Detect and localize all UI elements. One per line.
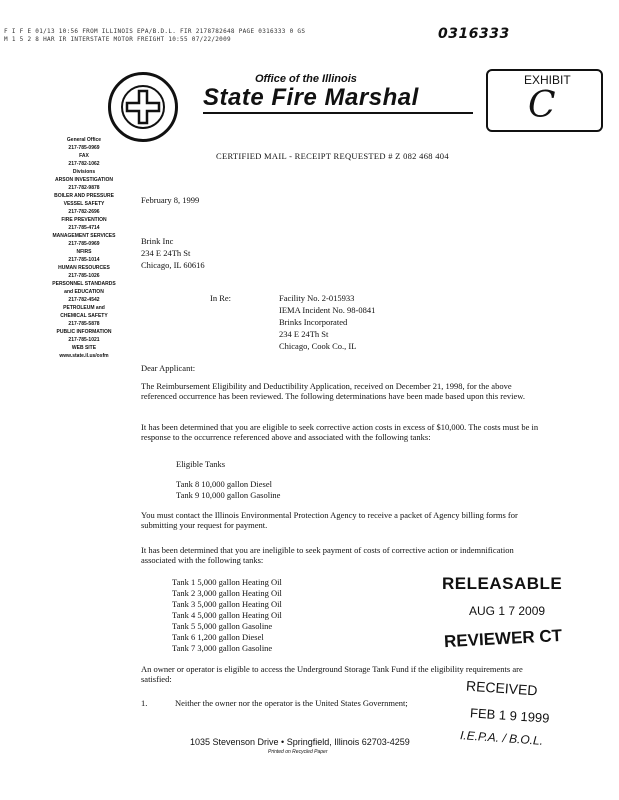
- sidebar-contacts: [48, 136, 120, 360]
- sidebar-contact-line: FAX: [79, 153, 89, 159]
- sidebar-contact-line: FIRE PREVENTION: [61, 217, 107, 223]
- eligible-tank: Tank 8 10,000 gallon Diesel: [176, 479, 272, 489]
- sidebar-contact-line: www.state.il.us/osfm: [59, 353, 109, 359]
- sidebar-contact-line: VESSEL SAFETY: [63, 201, 105, 207]
- eligible-tank: Tank 9 10,000 gallon Gasoline: [176, 490, 281, 500]
- received-date-stamp: FEB 1 9 1999: [469, 705, 550, 726]
- sidebar-contact-line: PERSONNEL STANDARDS: [52, 281, 116, 287]
- sidebar-contact-line: WEB SITE: [71, 345, 97, 351]
- recipient-line: 234 E 24Th St: [141, 248, 191, 258]
- recipient-line: Chicago, IL 60616: [141, 260, 205, 270]
- re-line: 234 E 24Th St: [279, 329, 329, 339]
- footer-recycled-note: Printed on Recycled Paper: [268, 749, 328, 755]
- releasable-stamp: RELEASABLE: [442, 574, 563, 593]
- fax-header-line-2: M 1 5 2 8 HAR IR INTERSTATE MOTOR FREIGHT 10:55 07/22/2009: [4, 36, 231, 43]
- sidebar-contact-line: 217-785-0969: [68, 241, 100, 247]
- ineligible-tank: Tank 4 5,000 gallon Heating Oil: [172, 610, 282, 620]
- sidebar-contact-line: 217-785-0969: [68, 145, 100, 151]
- sidebar-contact-line: 217-782-9878: [68, 185, 100, 191]
- sidebar-contact-line: 217-785-1014: [68, 257, 100, 263]
- requirement-number: 1.: [141, 698, 148, 708]
- exhibit-letter: C: [528, 85, 556, 126]
- sidebar-contact-line: 217-785-1026: [68, 273, 100, 279]
- sidebar-contact-line: HUMAN RESOURCES: [58, 265, 110, 271]
- sidebar-contact-line: ARSON INVESTIGATION: [55, 177, 113, 183]
- sidebar-contact-line: NFIRS: [76, 249, 92, 255]
- salutation: Dear Applicant:: [141, 363, 196, 373]
- paragraph-eligibility-requirements: An owner or operator is eligible to access the Underground Storage Tank Fund if the eligibility requirements are satisfied:: [141, 664, 523, 684]
- re-label: In Re:: [210, 293, 232, 303]
- footer-address: 1035 Stevenson Drive • Springfield, Illinois 62703-4259: [190, 737, 410, 747]
- sidebar-contact-line: MANAGEMENT SERVICES: [52, 233, 116, 239]
- letterhead-title: State Fire Marshal: [203, 84, 419, 111]
- ineligible-tank: Tank 7 3,000 gallon Gasoline: [172, 643, 273, 653]
- eligible-tanks-heading: Eligible Tanks: [176, 459, 226, 469]
- ineligible-tank: Tank 6 1,200 gallon Diesel: [172, 632, 264, 642]
- letterhead-rule: [203, 112, 473, 114]
- received-stamp: RECEIVED: [465, 677, 539, 699]
- document-number: 0316333: [438, 26, 510, 42]
- sidebar-contact-line: PUBLIC INFORMATION: [56, 329, 112, 335]
- sidebar-contact-line: 217-785-1021: [68, 337, 100, 343]
- ineligible-tank: Tank 1 5,000 gallon Heating Oil: [172, 577, 282, 587]
- letter-date: February 8, 1999: [141, 195, 200, 205]
- paragraph-contact-iepa: You must contact the Illinois Environmental Protection Agency to receive a packet of Agency billing forms for submitting your request for payment.: [141, 510, 518, 530]
- sidebar-contact-line: Divisions: [72, 169, 96, 175]
- paragraph-eligible-determination: It has been determined that you are eligible to seek corrective action costs in excess of $10,000. The costs must be in response to the occurrence referenced above and associated with the following tanks:: [141, 422, 539, 442]
- office-heading: Office of the Illinois: [255, 73, 357, 85]
- sidebar-contact-line: 217-782-4542: [68, 297, 100, 303]
- paragraph-application-review: The Reimbursement Eligibility and Deductibility Application, received on December 21, 1998, for the above referenced occurrence has been reviewed. The following determinations have been made based upon this review.: [141, 381, 525, 401]
- re-line: Facility No. 2-015933: [279, 293, 355, 303]
- sidebar-contact-line: BOILER AND PRESSURE: [54, 193, 114, 199]
- ineligible-tank: Tank 3 5,000 gallon Heating Oil: [172, 599, 282, 609]
- paragraph-ineligible-determination: It has been determined that you are ineligible to seek payment of costs of corrective action or indemnification associated with the following tanks:: [141, 545, 514, 565]
- exhibit-label: EXHIBIT: [524, 73, 571, 87]
- agency-stamp: I.E.P.A. / B.O.L.: [459, 728, 544, 748]
- sidebar-contact-line: 217-782-1062: [68, 161, 100, 167]
- sidebar-contact-line: 217-782-2696: [68, 209, 100, 215]
- sidebar-contact-line: and EDUCATION: [64, 289, 104, 295]
- sidebar-contact-line: PETROLEUM and: [63, 305, 105, 311]
- sidebar-contact-line: General Office: [66, 137, 102, 143]
- re-line: Chicago, Cook Co., IL: [279, 341, 357, 351]
- requirement-text: Neither the owner nor the operator is the United States Government;: [175, 698, 408, 708]
- recipient-line: Brink Inc: [141, 236, 174, 246]
- re-line: IEMA Incident No. 98-0841: [279, 305, 376, 315]
- sidebar-contact-line: 217-785-5878: [68, 321, 100, 327]
- re-line: Brinks Incorporated: [279, 317, 348, 327]
- release-date-stamp: AUG 1 7 2009: [469, 604, 546, 618]
- certified-mail-line: CERTIFIED MAIL - RECEIPT REQUESTED # Z 082 468 404: [216, 151, 449, 161]
- fax-header-line-1: F I F E 01/13 10:56 FROM ILLINOIS EPA/B.D.L. FIR 2178782648 PAGE 0316333 0 GS: [4, 28, 306, 35]
- ineligible-tank: Tank 5 5,000 gallon Gasoline: [172, 621, 273, 631]
- ineligible-tank: Tank 2 3,000 gallon Heating Oil: [172, 588, 282, 598]
- seal-cross-icon: [121, 85, 165, 129]
- sidebar-contact-line: 217-785-4714: [68, 225, 100, 231]
- sidebar-contact-line: CHEMICAL SAFETY: [60, 313, 108, 319]
- reviewer-stamp: REVIEWER CT: [443, 625, 563, 652]
